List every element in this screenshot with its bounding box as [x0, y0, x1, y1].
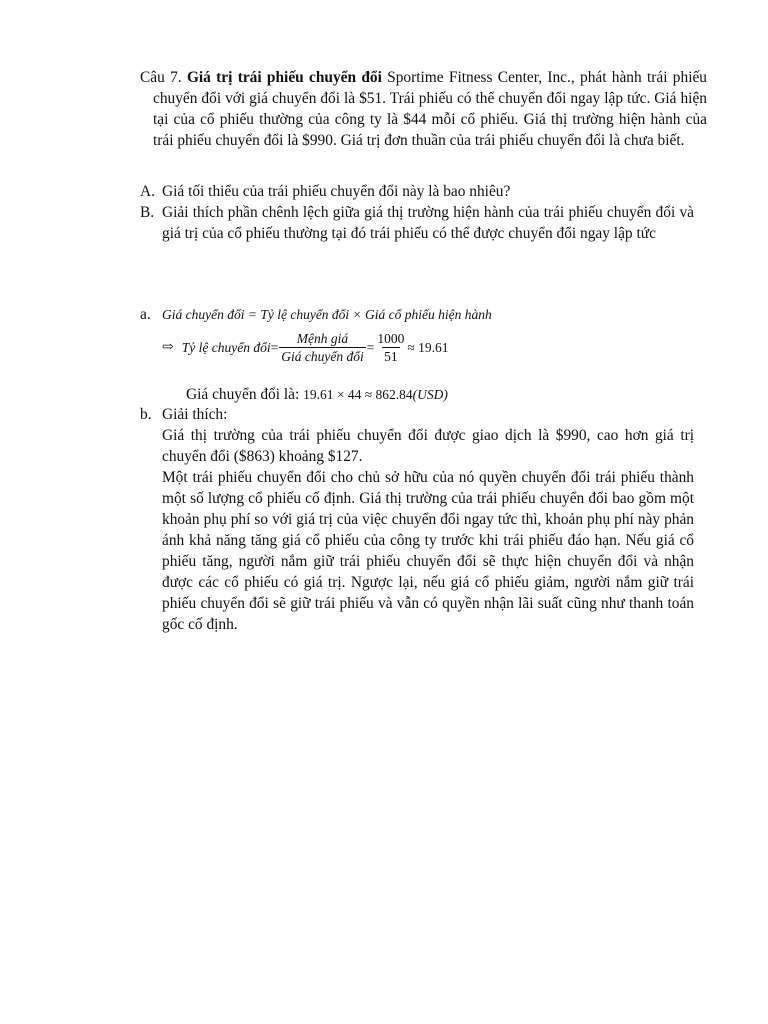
option-a-label: A.	[140, 183, 155, 200]
answer-b-label: b.	[140, 406, 152, 423]
answer-a-label: a.	[140, 306, 151, 323]
conversion-formula: Giá chuyển đổi = Tỷ lệ chuyển đổi × Giá cổ phiếu hiện hành	[162, 307, 492, 322]
answer-b	[140, 404, 694, 635]
fraction-denominator: Giá chuyển đổi	[281, 349, 364, 364]
answer-b-title: Giải thích:	[162, 406, 228, 423]
conversion-calc: 19.61 × 44 ≈ 862.84	[303, 387, 413, 402]
answer-b-paragraph-2: Một trái phiếu chuyển đổi cho chủ sở hữu của nó quyền chuyển đổi trái phiếu thành một số lượng cổ phiếu cố định. Giá thị trường của trái phiếu chuyển đổi bao gồm một khoản phụ phí so với giá trị của việc chuyển đổi ngay tức thì, khoản phụ phí này phản ánh khả năng tăng giá cổ phiếu của công ty trước khi trái phiếu đáo hạn. Nếu giá cổ phiếu tăng, người nắm giữ trái phiếu chuyển đổi sẽ thực hiện chuyển đổi và nhận được các cổ phiếu có giá trị. Ngược lại, nếu giá cổ phiếu giảm, người nắm giữ trái phiếu chuyển đổi sẽ giữ trái phiếu và vẫn có quyền nhận lãi suất cũng như thanh toán gốc cố định.	[162, 469, 694, 633]
question-intro	[140, 67, 707, 151]
option-b	[140, 202, 694, 244]
question-options	[140, 181, 694, 244]
option-b-text: Giải thích phần chênh lệch giữa giá thị trường hiện hành của trái phiếu chuyển đổi và giá trị của cổ phiếu thường tại đó trái phiếu có thể được chuyển đổi ngay lập tức	[162, 204, 694, 242]
fraction-numeric	[375, 330, 406, 365]
fraction-face-over-price	[279, 330, 365, 365]
implies-arrow-icon: ⇨	[162, 340, 174, 355]
fraction-denominator-number: 51	[384, 349, 398, 364]
equals-sign-2: =	[366, 340, 375, 355]
conversion-label: Giá chuyển đổi là:	[186, 386, 300, 403]
answer-b-paragraph-1: Giá thị trường của trái phiếu chuyển đổi được giao dịch là $990, cao hơn giá trị chuyển đổi ($863) khoảng $127.	[162, 427, 694, 465]
fraction-numerator: Mệnh giá	[296, 331, 349, 346]
option-a	[140, 181, 694, 202]
question-title: Giá trị trái phiếu chuyển đổi	[186, 69, 382, 86]
fraction-numerator-number: 1000	[377, 331, 405, 346]
equals-sign-1: =	[270, 340, 279, 355]
ratio-formula	[162, 330, 449, 365]
ratio-lhs: Tỷ lệ chuyển đổi	[181, 340, 271, 355]
option-b-label: B.	[140, 204, 155, 221]
conversion-value-line	[186, 384, 448, 405]
ratio-result: ≈ 19.61	[407, 340, 449, 355]
question-text: Sportime Fitness Center, Inc., phát hành trái phiếu chuyển đổi với giá chuyển đổi là $51. Trái phiếu có thể chuyển đổi ngay lập tức. Giá hiện tại của cổ phiếu thường của công ty là $44 mỗi cổ phiếu. Giá thị trường hiện hành của trái phiếu chuyển đổi là $990. Giá trị đơn thuần của trái phiếu chuyển đổi là chưa biết.	[153, 69, 707, 149]
option-a-text: Giá tối thiểu của trái phiếu chuyển đổi này là bao nhiêu?	[162, 183, 511, 200]
question-number: Câu 7.	[140, 69, 182, 86]
conversion-unit: (USD)	[412, 387, 448, 402]
